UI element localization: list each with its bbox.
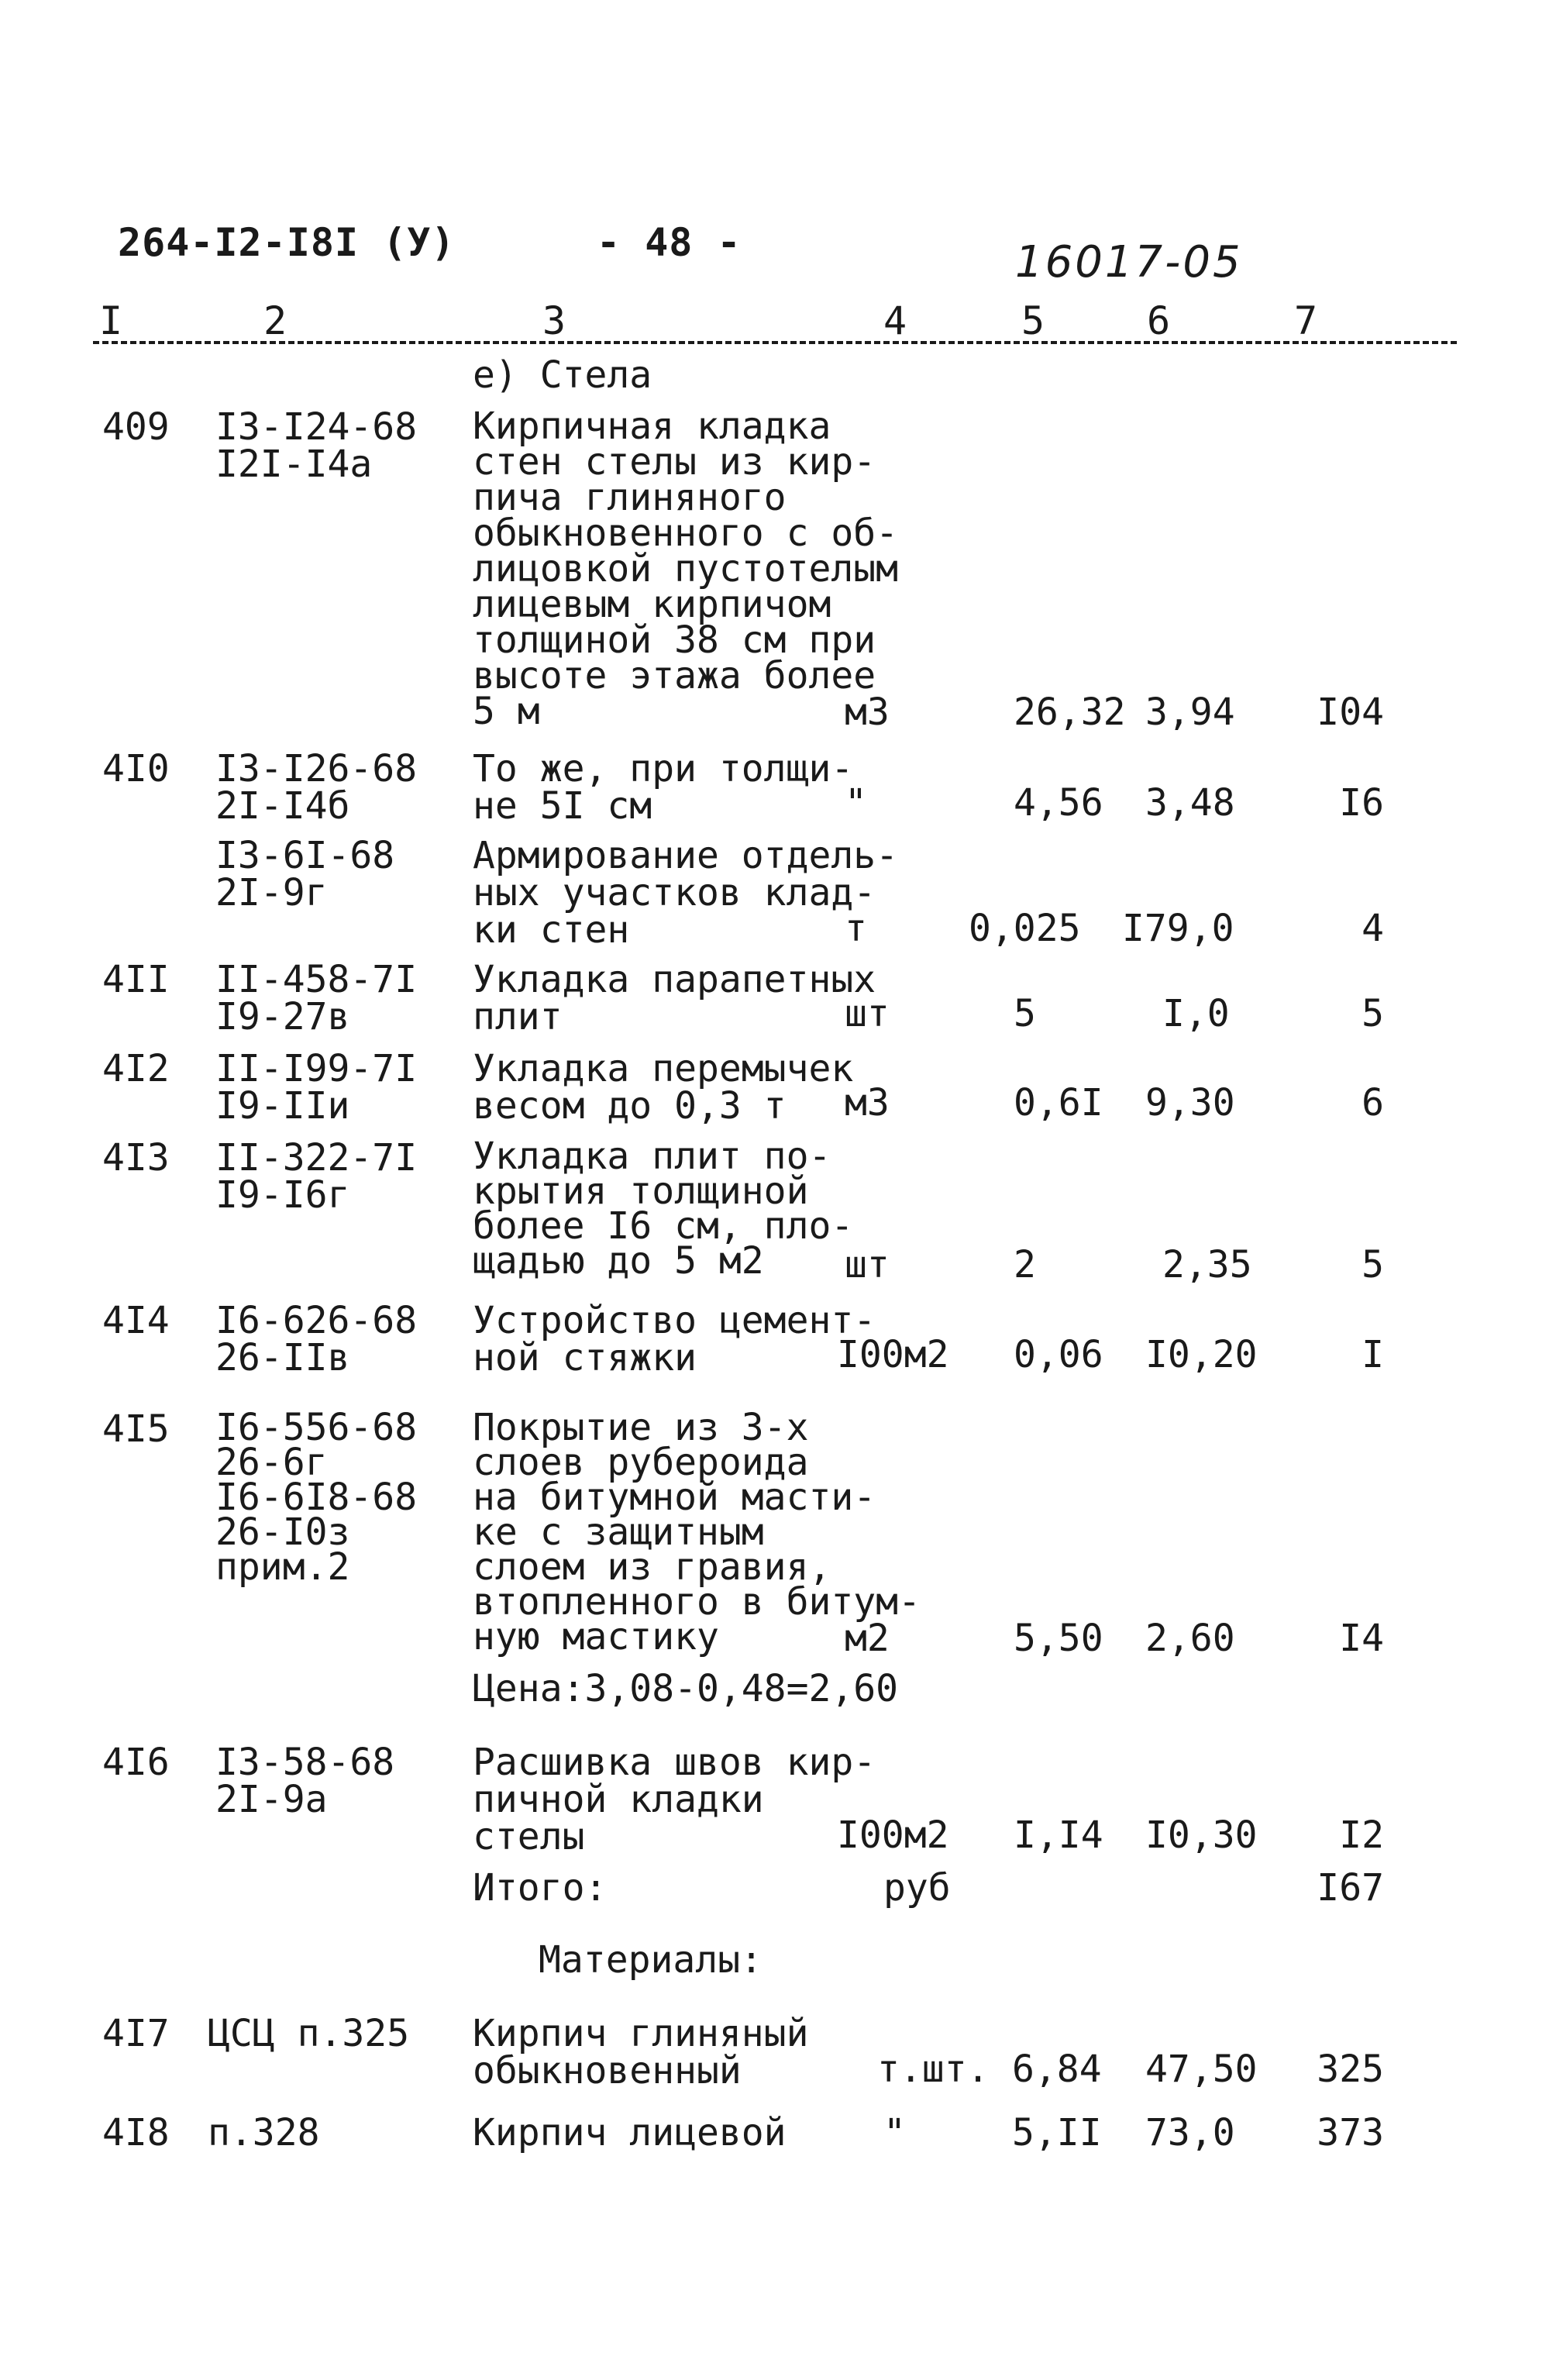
unit: I00м2	[837, 1333, 949, 1376]
material-description: Кирпич лицевой	[473, 2111, 787, 2154]
total-cost: 5	[1362, 1243, 1384, 1286]
column-number-4: 4	[883, 298, 907, 343]
column-number-row	[0, 298, 1556, 345]
quantity: 0,06	[1014, 1333, 1103, 1376]
unit-price: 73,0	[1145, 2111, 1235, 2154]
quantity: I,I4	[1014, 1813, 1103, 1857]
total-cost: I	[1362, 1333, 1384, 1376]
unit: I00м2	[837, 1813, 949, 1857]
work-description: Устройство цемент- ной стяжки	[473, 1299, 876, 1379]
price-reference: ЦСЦ п.325	[208, 2012, 410, 2055]
quantity: 0,025	[969, 907, 1081, 950]
unit: т.шт.	[877, 2048, 990, 2091]
total-cost: 5	[1362, 992, 1384, 1035]
quantity: 0,6I	[1014, 1081, 1103, 1125]
norm-code: II-I99-7I I9-IIи	[215, 1047, 418, 1128]
row-number: 4II	[102, 958, 170, 1001]
unit: м2	[845, 1617, 890, 1660]
document-code: 264-I2-I8I (У)	[118, 220, 456, 265]
unit-price: 3,94	[1145, 691, 1235, 734]
price-reference: п.328	[208, 2111, 320, 2154]
norm-code: I3-58-68 2I-9а	[215, 1741, 395, 1821]
unit-price: 47,50	[1145, 2048, 1258, 2091]
row-number: 409	[102, 405, 170, 449]
total-cost: I6	[1339, 781, 1384, 825]
column-number-1: I	[99, 298, 123, 343]
row-number: 4I3	[102, 1136, 170, 1180]
unit: "	[883, 2111, 906, 2154]
total-cost: I2	[1339, 1813, 1384, 1857]
unit-price: I0,30	[1145, 1813, 1258, 1857]
work-description: Кирпичная кладка стен стелы из кир- пича глиняного обыкновенного с об- лицовкой пустотелым лицевым кирпичом толщиной 38 см при высоте этажа более 5 м	[473, 405, 899, 733]
row-number: 4I0	[102, 747, 170, 790]
total-cost: I04	[1317, 691, 1384, 734]
page-number: - 48 -	[597, 220, 742, 265]
materials-heading: Материалы:	[539, 1938, 763, 1982]
unit-price: I79,0	[1122, 907, 1234, 950]
unit-price: 2,60	[1145, 1617, 1235, 1660]
column-number-3: 3	[542, 298, 566, 343]
norm-code: II-322-7I I9-I6г	[215, 1136, 418, 1217]
subtotal-unit: руб	[883, 1866, 951, 1910]
row-number: 4I5	[102, 1407, 170, 1451]
row-number: 4I2	[102, 1047, 170, 1090]
norm-code: I3-I26-68 2I-I4б	[215, 747, 418, 828]
quantity: 4,56	[1014, 781, 1103, 825]
unit-price: 2,35	[1162, 1243, 1252, 1286]
row-number: 4I8	[102, 2111, 170, 2154]
column-number-6: 6	[1147, 298, 1171, 343]
unit: м3	[845, 1081, 890, 1125]
price-calculation-note: Цена:3,08-0,48=2,60	[473, 1667, 899, 1710]
norm-code: I3-I24-68 I2I-I4a	[215, 405, 418, 486]
subtotal-total: I67	[1317, 1866, 1384, 1910]
unit-price: 9,30	[1145, 1081, 1235, 1125]
total-cost: 4	[1362, 907, 1384, 950]
subtotal-label: Итого:	[473, 1866, 608, 1910]
work-description: Покрытие из 3-х слоев рубероида на битумной масти- ке с защитным слоем из гравия, втопленного в битум- ную мастику	[473, 1406, 921, 1658]
total-cost: I4	[1339, 1617, 1384, 1660]
material-description: Кирпич глиняный обыкновенный	[473, 2012, 809, 2092]
quantity: 6,84	[1012, 2048, 1102, 2091]
row-number: 4I7	[102, 2012, 170, 2055]
quantity: 26,32	[1014, 691, 1126, 734]
work-description: Укладка плит по- крытия толщиной более I6 см, пло- щадью до 5 м2	[473, 1135, 854, 1283]
total-cost: 325	[1317, 2048, 1384, 2091]
work-description: Расшивка швов кир- пичной кладки стелы	[473, 1741, 876, 1858]
norm-code: I6-626-68 26-IIв	[215, 1299, 418, 1379]
unit-price: I0,20	[1145, 1333, 1258, 1376]
row-number: 4I4	[102, 1299, 170, 1342]
unit-price: I,0	[1162, 992, 1230, 1035]
quantity: 5,50	[1014, 1617, 1103, 1660]
column-number-5: 5	[1021, 298, 1045, 343]
unit: шт	[845, 992, 890, 1035]
quantity: 5,II	[1012, 2111, 1102, 2154]
work-description: Укладка парапетных плит	[473, 958, 876, 1038]
unit: т	[845, 907, 867, 950]
handwritten-code: 16017-05	[1015, 237, 1243, 288]
work-description: Армирование отдель- ных участков клад- ки стен	[473, 834, 899, 952]
unit: "	[845, 781, 867, 825]
unit: шт	[845, 1243, 890, 1286]
header-divider	[93, 341, 1457, 344]
total-cost: 373	[1317, 2111, 1384, 2154]
total-cost: 6	[1362, 1081, 1384, 1125]
work-description: То же, при толщи- не 5I см	[473, 747, 854, 828]
quantity: 5	[1014, 992, 1036, 1035]
column-number-7: 7	[1294, 298, 1318, 343]
column-number-2: 2	[263, 298, 287, 343]
quantity: 2	[1014, 1243, 1036, 1286]
unit: м3	[845, 691, 890, 734]
norm-code: I6-556-68 26-6г I6-6I8-68 26-I0з прим.2	[215, 1406, 418, 1589]
unit-price: 3,48	[1145, 781, 1235, 825]
norm-code: II-458-7I I9-27в	[215, 958, 418, 1038]
work-description: Укладка перемычек весом до 0,3 т	[473, 1047, 854, 1128]
row-number: 4I6	[102, 1741, 170, 1784]
section-title: е) Стела	[473, 353, 652, 397]
norm-code: I3-6I-68 2I-9г	[215, 834, 395, 914]
